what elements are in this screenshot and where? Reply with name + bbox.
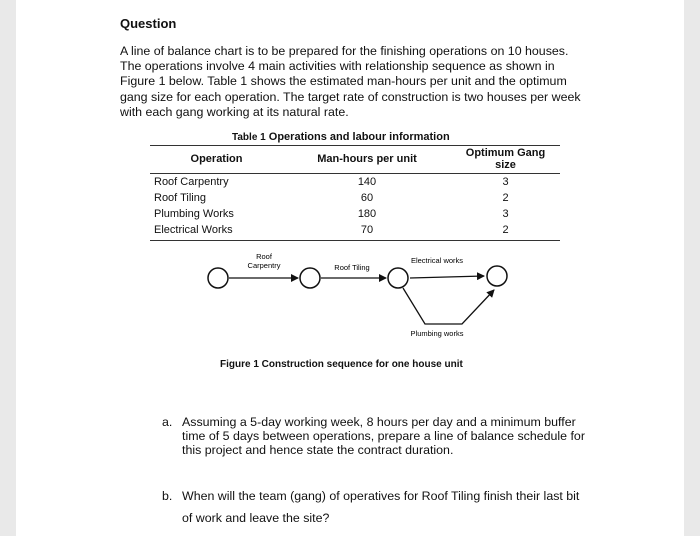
event-node-3 xyxy=(388,268,408,288)
plumbing-works-label: Plumbing works xyxy=(410,329,464,338)
question-a-letter: a. xyxy=(162,415,173,429)
plumbing-works-arrow xyxy=(403,288,494,324)
man-hours-cell: 140 xyxy=(357,176,377,188)
man-hours-cell: 180 xyxy=(357,208,377,220)
event-node-2 xyxy=(300,268,320,288)
operation-cell: Roof Carpentry xyxy=(154,176,229,188)
electrical-works-label: Electrical works xyxy=(410,256,464,265)
gang-size-cell: 3 xyxy=(502,208,509,220)
question-a-text: Assuming a 5-day working week, 8 hours per day and a minimum buffer time of 5 days between operations, prepare a line of balance schedule for this project and hence state the contract duration. xyxy=(182,415,585,457)
question-heading: Question xyxy=(120,16,177,31)
question-b-letter: b. xyxy=(162,489,173,503)
roof-carpentry-label-line1: Roof xyxy=(256,252,272,261)
roof-tiling-label: Roof Tiling xyxy=(334,263,370,272)
column-header-operation: Operation xyxy=(150,146,283,174)
event-node-4 xyxy=(487,266,507,286)
question-b xyxy=(162,485,592,529)
column-header-gang-size: Optimum Gang size xyxy=(451,146,560,174)
column-header-man-hours: Man-hours per unit xyxy=(283,146,451,174)
table-label: Table 1 xyxy=(232,132,266,143)
question-a xyxy=(162,415,592,457)
man-hours-cell: 70 xyxy=(283,222,451,241)
gang-size-cell: 2 xyxy=(451,222,560,241)
gang-size-cell: 3 xyxy=(502,176,509,188)
gang-size-cell: 2 xyxy=(502,192,509,204)
operation-cell: Roof Tiling xyxy=(154,192,206,204)
operation-cell: Electrical Works xyxy=(150,222,283,241)
roof-carpentry-label-line2: Carpentry xyxy=(247,261,281,270)
event-node-1 xyxy=(208,268,228,288)
operation-cell: Plumbing Works xyxy=(154,208,234,220)
figure-caption: Figure 1 Construction sequence for one house unit xyxy=(220,359,463,370)
man-hours-cell: 60 xyxy=(360,192,374,204)
table-title: Operations and labour information xyxy=(268,131,450,143)
intro-paragraph: A line of balance chart is to be prepared for the finishing operations on 10 houses. The operations involve 4 main activities with relationship sequence as shown in Figure 1 below. Table 1 shows the estimated man-hours per unit and the optimum gang size for each operation. The target rate of construction is two houses per week with each gang working at its natural rate. xyxy=(120,44,581,119)
electrical-works-arrow xyxy=(410,276,484,278)
question-b-text: When will the team (gang) of operatives for Roof Tiling finish their last bit of work and leave the site? xyxy=(182,489,580,525)
